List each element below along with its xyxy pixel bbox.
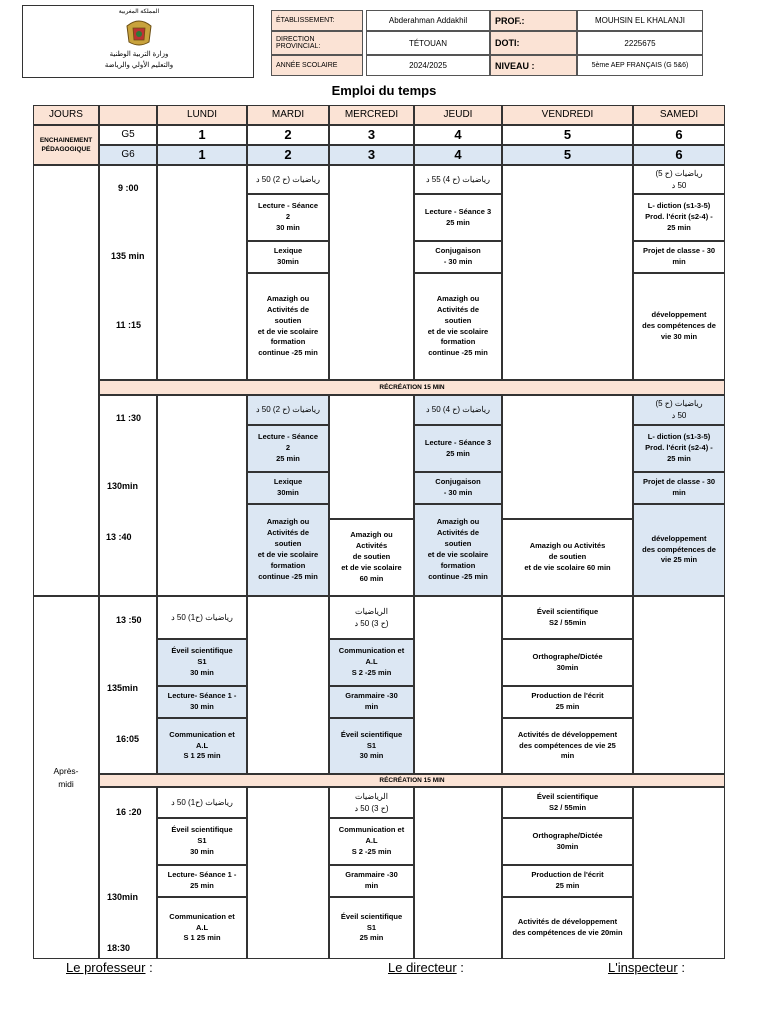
- header-mardi: MARDI: [247, 105, 329, 125]
- niveau-value: 5ème AEP FRANÇAIS (G 5&6): [577, 55, 703, 76]
- g5-num: 4: [414, 125, 502, 145]
- g5-num: 2: [247, 125, 329, 145]
- recreation-bar: RÉCRÉATION 15 MIN: [99, 380, 725, 395]
- annee-value: 2024/2025: [366, 55, 490, 76]
- s2-jeudi-0: رياضيات (ح 4) 50 د: [414, 395, 502, 425]
- s3-samedi-empty: [633, 596, 725, 774]
- inspecteur-label: L'inspecteur: [608, 960, 678, 975]
- s4-vendredi-0: Éveil scientifique S2 / 55min: [502, 787, 633, 818]
- s4-lundi-3: Communication et A.L S 1 25 min: [157, 897, 247, 959]
- signature-directeur: Le directeur :: [388, 960, 464, 975]
- niveau-label: NIVEAU :: [490, 55, 577, 76]
- s3-vendredi-1: Orthographe/Dictée 30min: [502, 639, 633, 686]
- s2-jeudi-1: Lecture - Séance 3 25 min: [414, 425, 502, 472]
- s1-lundi-empty: [157, 165, 247, 380]
- page-title: Emploi du temps: [331, 83, 437, 98]
- time-label: 16:05: [116, 734, 140, 744]
- s4-mercredi-1: Communication et A.L S 2 -25 min: [329, 818, 414, 865]
- time-label: 16 :20: [116, 807, 142, 817]
- time-label: 13 :40: [106, 532, 132, 542]
- s4-jeudi-empty: [414, 787, 502, 959]
- etab-value: Abderahman Addakhil: [366, 10, 490, 31]
- s4-mercredi-2: Grammaire -30 min: [329, 865, 414, 897]
- g6-num: 6: [633, 145, 725, 165]
- s2-mercredi: Amazigh ou Activités de soutien et de vie scolaire 60 min: [329, 519, 414, 596]
- s2-jeudi-3: Amazigh ou Activités de soutien et de vie scolaire formation continue -25 min: [414, 504, 502, 596]
- prof-label: PROF.:: [490, 10, 577, 31]
- duration-label: 135min: [107, 683, 139, 693]
- s2-vendredi-empty: [502, 395, 633, 519]
- s4-lundi-2: Lecture- Séance 1 - 25 min: [157, 865, 247, 897]
- s1-vendredi-empty: [502, 165, 633, 380]
- s3-vendredi-3: Activités de développement des compétences de vie 25 min: [502, 718, 633, 774]
- s4-mercredi-0: الرياضيات (ح 3) 50 د: [329, 787, 414, 818]
- time-label: 11 :15: [116, 320, 142, 330]
- time-label: 13 :50: [116, 615, 142, 625]
- apres-midi-label: Après- midi: [33, 596, 99, 959]
- header-blank: [99, 105, 157, 125]
- doti-label: DOTI:: [490, 31, 577, 55]
- signature-inspecteur: L'inspecteur :: [608, 960, 685, 975]
- logo-line-3: والتعليم الأولي والرياضة: [104, 62, 174, 69]
- morning-time-cell-1: [99, 165, 157, 380]
- header-jours: JOURS: [33, 105, 99, 125]
- s2-samedi-1: L- diction (s1-3-5) Prod. l'écrit (s2-4) - 25 min: [633, 425, 725, 472]
- s1-samedi-3: développement des compétences de vie 30 min: [633, 273, 725, 380]
- time-label: 11 :30: [116, 413, 142, 423]
- s4-vendredi-3: Activités de développement des compétences de vie 20min: [502, 897, 633, 959]
- s2-samedi-3: développement des compétences de vie 25 min: [633, 504, 725, 596]
- s1-mercredi-empty: [329, 165, 414, 380]
- emblem-icon: [123, 18, 155, 48]
- s1-jeudi-3: Amazigh ou Activités de soutien et de vie scolaire formation continue -25 min: [414, 273, 502, 380]
- g6-num: 3: [329, 145, 414, 165]
- s3-mercredi-2: Grammaire -30 min: [329, 686, 414, 718]
- s3-mercredi-3: Éveil scientifique S1 30 min: [329, 718, 414, 774]
- s1-mardi-3: Amazigh ou Activités de soutien et de vie scolaire formation continue -25 min: [247, 273, 329, 380]
- duration-label: 135 min: [111, 251, 145, 261]
- s1-samedi-0: رياضيات (ح 5) 50 د: [633, 165, 725, 194]
- time-label: 9 :00: [118, 183, 139, 193]
- s3-mercredi-0: الرياضيات (ح 3) 50 د: [329, 596, 414, 639]
- s3-vendredi-0: Éveil scientifique S2 / 55min: [502, 596, 633, 639]
- s3-vendredi-2: Production de l'écrit 25 min: [502, 686, 633, 718]
- g6-num: 1: [157, 145, 247, 165]
- morning-jours-cell: [33, 165, 99, 596]
- s3-mercredi-1: Communication et A.L S 2 -25 min: [329, 639, 414, 686]
- recreation-bar: RÉCRÉATION 15 MIN: [99, 774, 725, 787]
- s2-mardi-3: Amazigh ou Activités de soutien et de vie scolaire formation continue -25 min: [247, 504, 329, 596]
- direction-value: TÉTOUAN: [366, 31, 490, 55]
- g5-num: 5: [502, 125, 633, 145]
- s2-mardi-2: Lexique 30min: [247, 472, 329, 504]
- logo-line-2: وزارة التربية الوطنية: [109, 51, 169, 58]
- s1-mardi-1: Lecture - Séance 2 30 min: [247, 194, 329, 241]
- s4-vendredi-2: Production de l'écrit 25 min: [502, 865, 633, 897]
- direction-label: DIRECTION PROVINCIAL:: [271, 31, 363, 55]
- header-vendredi: VENDREDI: [502, 105, 633, 125]
- logo-line-1: المملكة المغربية: [118, 9, 160, 15]
- doti-value: 2225675: [577, 31, 703, 55]
- g6-num: 4: [414, 145, 502, 165]
- morning-time-cell-2: [99, 395, 157, 596]
- s4-vendredi-1: Orthographe/Dictée 30min: [502, 818, 633, 865]
- time-label: 18:30: [107, 943, 131, 953]
- s1-jeudi-2: Conjugaison - 30 min: [414, 241, 502, 273]
- s1-mardi-2: Lexique 30min: [247, 241, 329, 273]
- g6-label: G6: [99, 145, 157, 165]
- prof-label: Le professeur: [66, 960, 146, 975]
- signature-professeur: Le professeur :: [66, 960, 153, 975]
- s4-mardi-empty: [247, 787, 329, 959]
- s2-jeudi-2: Conjugaison - 30 min: [414, 472, 502, 504]
- directeur-label: Le directeur: [388, 960, 457, 975]
- s1-jeudi-0: رياضيات (ح 4) 55 د: [414, 165, 502, 194]
- s3-lundi-1: Éveil scientifique S1 30 min: [157, 639, 247, 686]
- s1-samedi-1: L- diction (s1-3-5) Prod. l'écrit (s2-4) - 25 min: [633, 194, 725, 241]
- etab-label: ÉTABLISSEMENT:: [271, 10, 363, 31]
- s4-lundi-0: رياضيات (ح1) 50 د: [157, 787, 247, 818]
- s4-mercredi-3: Éveil scientifique S1 25 min: [329, 897, 414, 959]
- s4-lundi-1: Éveil scientifique S1 30 min: [157, 818, 247, 865]
- s3-jeudi-empty: [414, 596, 502, 774]
- s3-mardi-empty: [247, 596, 329, 774]
- annee-label: ANNÉE SCOLAIRE: [271, 55, 363, 76]
- g5-label: G5: [99, 125, 157, 145]
- s2-mercredi-empty: [329, 395, 414, 519]
- g5-num: 1: [157, 125, 247, 145]
- logo-box: [22, 5, 254, 78]
- s3-lundi-3: Communication et A.L S 1 25 min: [157, 718, 247, 774]
- header-lundi: LUNDI: [157, 105, 247, 125]
- g6-num: 2: [247, 145, 329, 165]
- s2-lundi-empty: [157, 395, 247, 596]
- enchainement-label: ENCHAINEMENT PÉDAGOGIQUE: [33, 125, 99, 165]
- g5-num: 3: [329, 125, 414, 145]
- g5-num: 6: [633, 125, 725, 145]
- g6-num: 5: [502, 145, 633, 165]
- s1-samedi-2: Projet de classe - 30 min: [633, 241, 725, 273]
- s2-vendredi: Amazigh ou Activités de soutien et de vie scolaire 60 min: [502, 519, 633, 596]
- s2-mardi-1: Lecture - Séance 2 25 min: [247, 425, 329, 472]
- s1-jeudi-1: Lecture - Séance 3 25 min: [414, 194, 502, 241]
- s1-mardi-0: رياضيات (ح 2) 50 د: [247, 165, 329, 194]
- s2-mardi-0: رياضيات (ح 2) 50 د: [247, 395, 329, 425]
- duration-label: 130min: [107, 892, 139, 902]
- header-mercredi: MERCREDI: [329, 105, 414, 125]
- s3-lundi-2: Lecture- Séance 1 - 30 min: [157, 686, 247, 718]
- header-jeudi: JEUDI: [414, 105, 502, 125]
- s4-samedi-empty: [633, 787, 725, 959]
- s2-samedi-0: رياضيات (ح 5) 50 د: [633, 395, 725, 425]
- s3-lundi-0: رياضيات (ح1) 50 د: [157, 596, 247, 639]
- s2-samedi-2: Projet de classe - 30 min: [633, 472, 725, 504]
- header-samedi: SAMEDI: [633, 105, 725, 125]
- duration-label: 130min: [107, 481, 139, 491]
- prof-value: MOUHSIN EL KHALANJI: [577, 10, 703, 31]
